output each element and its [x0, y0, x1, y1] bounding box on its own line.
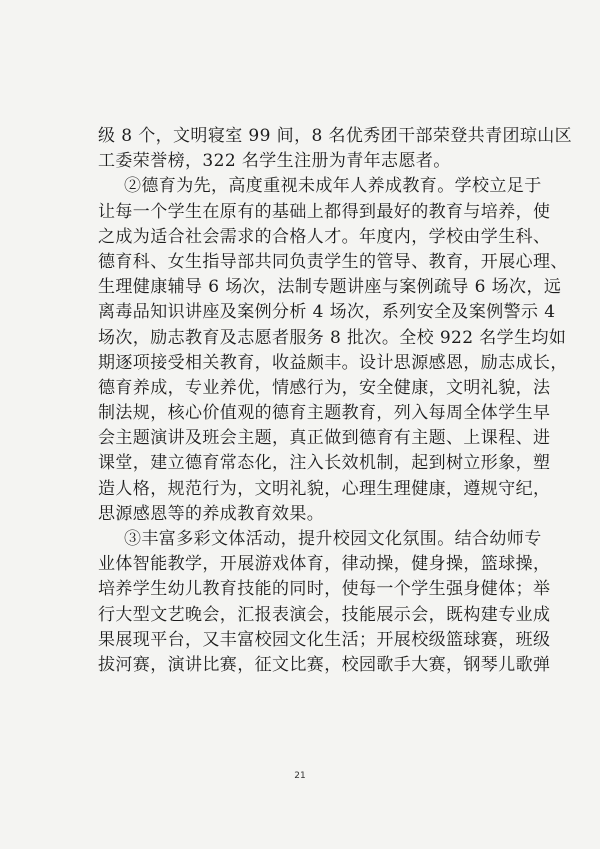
text-line: 课堂，建立德育常态化，注入长效机制，起到树立形象，塑 — [98, 453, 551, 474]
text-line: 德育科、女生指导部共同负责学生的管导、教育，开展心理、 — [98, 251, 568, 272]
paragraph-start-line: ③丰富多彩文体活动，提升校园文化氛围。结合幼师专 — [124, 529, 542, 549]
text-line: 行大型文艺晚会，汇报表演会，技能展示会，既构建专业成 — [98, 604, 551, 625]
paragraph-start-line: ②德育为先，高度重视未成年人养成教育。学校立足于 — [124, 176, 542, 197]
text-line: 生理健康辅导 6 场次，法制专题讲座与案例疏导 6 场次，远 — [98, 277, 562, 298]
text-line: 期逐项接受相关教育，收益颇丰。设计思源感恩，励志成长， — [98, 352, 568, 373]
text-line: 思源感恩等的养成教育效果。 — [98, 503, 325, 524]
text-line: 拔河赛，演讲比赛，征文比赛，校园歌手大赛，钢琴儿歌弹 — [98, 654, 551, 675]
text-line: 之成为适合社会需求的合格人才。年度内，学校由学生科、 — [98, 226, 551, 247]
text-line: 离毒品知识讲座及案例分析 4 场次，系列安全及案例警示 4 — [98, 302, 556, 323]
text-line: 级 8 个，文明寝室 99 间，8 名优秀团干部荣登共青团琼山区 — [98, 126, 573, 146]
text-line: 让每一个学生在原有的基础上都得到最好的教育与培养，使 — [98, 201, 551, 222]
page-number: 21 — [294, 771, 306, 781]
body-text — [98, 124, 573, 678]
text-line: 工委荣誉榜，322 名学生注册为青年志愿者。 — [98, 151, 451, 172]
text-line: 德育养成，专业养优，情感行为，安全健康，文明礼貌，法 — [98, 377, 551, 398]
text-line: 制法规，核心价值观的德育主题教育，列入每周全体学生早 — [98, 403, 551, 424]
text-line: 业体智能教学，开展游戏体育，律动操，健身操，篮球操， — [98, 554, 551, 575]
text-line: 会主题演讲及班会主题，真正做到德育有主题、上课程、进 — [98, 428, 551, 449]
text-line: 场次，励志教育及志愿者服务 8 批次。全校 922 名学生均如 — [98, 327, 567, 348]
text-line: 果展现平台，又丰富校园文化生活；开展校级篮球赛，班级 — [98, 629, 551, 650]
text-line: 培养学生幼儿教育技能的同时，使每一个学生强身健体；举 — [98, 579, 551, 600]
text-line: 造人格，规范行为，文明礼貌，心理生理健康，遵规守纪， — [98, 478, 551, 499]
